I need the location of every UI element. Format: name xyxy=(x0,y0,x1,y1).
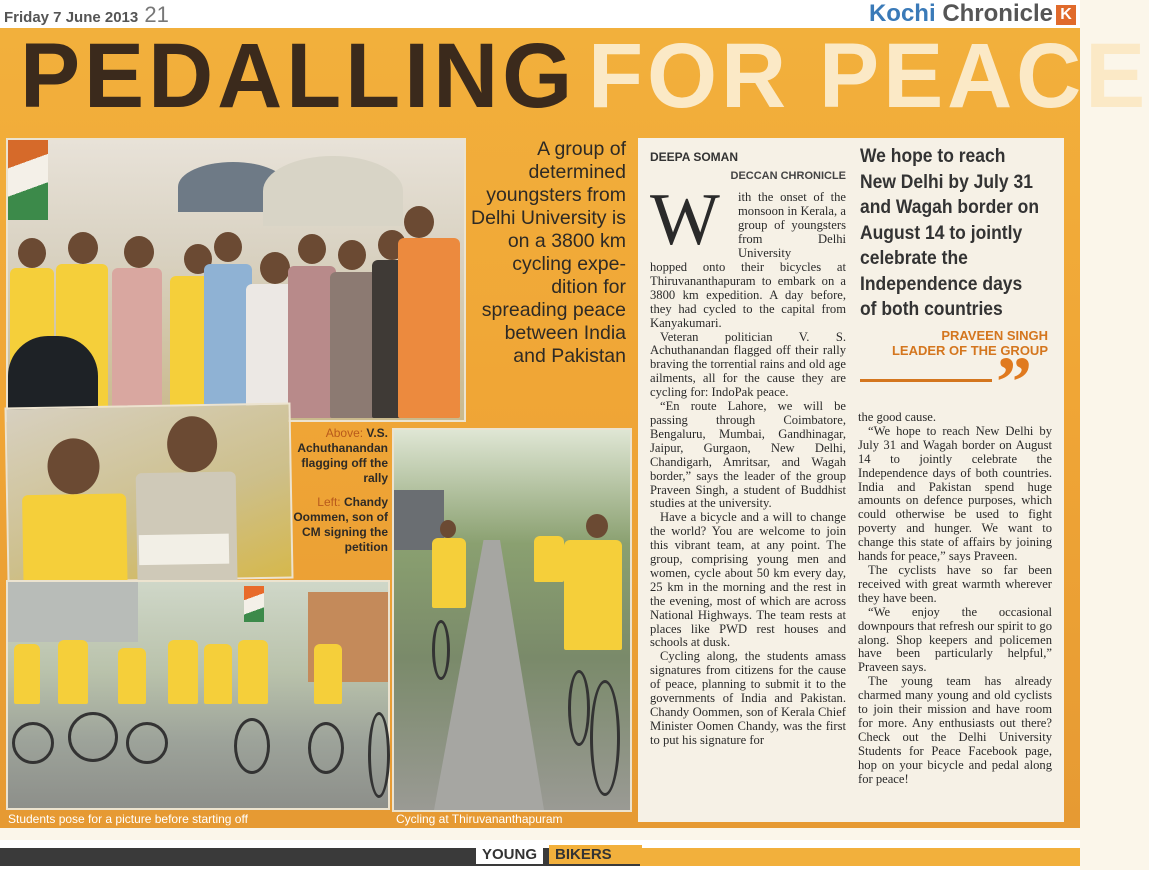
person-head xyxy=(586,514,608,538)
person-figure xyxy=(238,640,268,704)
bicycle-wheel xyxy=(432,620,450,680)
person-head xyxy=(298,234,326,264)
drop-cap: W xyxy=(650,179,720,261)
bicycle-wheel xyxy=(590,680,620,796)
person-head xyxy=(167,416,218,473)
person-figure xyxy=(288,266,336,418)
person-figure xyxy=(58,640,88,704)
article-paragraph: the good cause. xyxy=(858,410,936,424)
person-figure xyxy=(534,536,564,582)
caption-above-label: Above: xyxy=(325,426,364,440)
intro-standfirst: A group of determined youngsters from Delhi University is on a 3800 km cycling expe-dition for spreading peace between India and Pakistan xyxy=(471,138,626,367)
person-figure xyxy=(432,538,466,608)
quote-mark-icon: ” xyxy=(996,342,1032,422)
person-head xyxy=(440,520,456,538)
article-paragraph: “We enjoy the occasional downpours that refresh our spirit to go along. Shop keepers and policemen have been particularly helpful,” Praveen says. xyxy=(858,604,1052,675)
section-word-bikers: BIKERS xyxy=(549,845,642,864)
person-head xyxy=(68,232,98,264)
person-head xyxy=(124,236,154,268)
headline xyxy=(20,25,1149,127)
article-paragraph: Veteran politician V. S. Achuthanandan flagged off their rally braving the torrential rains and old age ailments, all for the cause they are cycling for: IndoPak peace. xyxy=(650,329,846,400)
article-paragraph: “En route Lahore, we will be passing through Coimbatore, Bengaluru, Mumbai, Gandhinagar, Jaipur, Gurgaon, New Delhi, Chandigarh, Amritsar, and Wagah border,” says the leader of the group Praveen Singh, a student of Buddhist studies at the university. xyxy=(650,399,846,511)
person-head xyxy=(404,206,434,238)
caption-group-photo: Students pose for a picture before starting off xyxy=(8,812,248,826)
article-lead-top-text: ith the onset of the monsoon in Kerala, a group of youngsters from Delhi University xyxy=(738,190,846,260)
umbrella-shape xyxy=(263,156,403,226)
person-figure xyxy=(22,493,128,585)
person-figure xyxy=(204,264,252,418)
caption-above xyxy=(292,426,388,486)
person-figure xyxy=(204,644,232,704)
headline-part-2: FOR PEACE xyxy=(587,25,1149,127)
byline: DEEPA SOMAN xyxy=(650,150,739,164)
flag-shape xyxy=(8,140,48,220)
caption-cycling-photo: Cycling at Thiruvananthapuram xyxy=(396,812,563,826)
page-number: 21 xyxy=(144,2,169,27)
article-paragraph: “We hope to reach New Delhi by July 31 and Wagah border on August 14 to jointly celebrate the Independence days of both countries. India and Pakistan spend huge amounts on defence purposes, which could otherwise be used to fight poverty and hunger. We want to change this state of affairs by joining hands for peace,” says Praveen. xyxy=(858,423,1052,564)
bicycle-wheel xyxy=(308,722,344,774)
photo-flag-off-rally xyxy=(6,138,466,422)
section-strip-orange xyxy=(640,848,1080,866)
article-paragraph: The young team has already charmed many young and old cyclists to join their mission and have room for more. Any enthusiasts out there? Check out the Delhi University Students for Peace Facebook page, hop on your bicycle and pedal along for peace! xyxy=(858,674,1052,786)
logo-mark: K xyxy=(1056,5,1076,25)
photo-cycling-road xyxy=(392,428,632,812)
person-head xyxy=(18,238,46,268)
bicycle-wheel xyxy=(126,722,168,764)
caption-left-text: Chandy Oommen, son of CM signing the petition xyxy=(293,495,388,554)
article-paragraph: Cycling along, the students amass signatures from citizens for the cause of peace, planning to submit it to the governments of India and Pakistan. Chandy Oommen, son of Kerala Chief Minister Oomen Chandy, was the first to put his signature for xyxy=(650,649,846,747)
caption-left-label: Left: xyxy=(317,495,341,509)
agency-credit: DECCAN CHRONICLE xyxy=(730,170,846,182)
person-figure xyxy=(398,238,460,418)
petition-paper xyxy=(139,534,230,566)
newspaper-logo xyxy=(869,0,1076,28)
headline-part-1: PEDALLING xyxy=(20,25,577,127)
section-strip-label xyxy=(476,846,642,863)
person-figure xyxy=(564,540,622,650)
attribution-name: PRAVEEN SINGH xyxy=(941,328,1048,343)
attribution-role: LEADER OF THE GROUP xyxy=(891,343,1048,358)
person-figure xyxy=(314,644,342,704)
bicycle-wheel xyxy=(12,722,54,764)
article-column-1 xyxy=(650,261,846,748)
building-shape xyxy=(8,582,138,642)
caption-above-text: V.S. Achuthanandan flagging off the rally xyxy=(297,426,388,485)
photo-students-group xyxy=(6,580,390,810)
article-paragraph: Have a bicycle and a will to change the world? You are welcome to join this vibrant team, at any point. The group, comprising young men and women, cycle about 50 km every day, 25 km in the morning and the rest in the evening, most of which are across National Highways. The team rests at places like PWD rest houses and schools at dusk. xyxy=(650,510,846,650)
quote-rule xyxy=(860,379,992,382)
person-figure xyxy=(112,268,162,418)
flag-shape xyxy=(244,586,264,622)
person-head xyxy=(47,438,100,495)
bicycle-wheel xyxy=(68,712,118,762)
person-figure xyxy=(168,640,198,704)
article-paragraph: The cyclists have so far been received with great warmth wherever they have been. xyxy=(858,562,1052,605)
pull-quote: We hope to reach New Delhi by July 31 and Wagah border on August 14 to jointly celebrate the Independence days of both countries xyxy=(860,146,1040,320)
photo-petition-signing xyxy=(4,403,293,584)
person-figure xyxy=(118,648,146,704)
article-column-2 xyxy=(858,411,1052,786)
article-lead-top xyxy=(738,191,846,261)
caption-left xyxy=(292,495,388,555)
section-word-young: YOUNG xyxy=(476,845,543,864)
bicycle-wheel xyxy=(568,670,590,746)
person-figure xyxy=(136,471,238,583)
person-figure xyxy=(14,644,40,704)
person-head xyxy=(260,252,290,284)
person-figure xyxy=(330,272,378,418)
logo-word-kochi: Kochi xyxy=(868,0,936,27)
person-head xyxy=(338,240,366,270)
article-paragraph: hopped onto their bicycles at Thiruvananthapuram to embark on a 3800 km expedition. A day before, they had cycled to the capital from Kanyakumari. xyxy=(650,260,846,330)
logo-word-chronicle: Chronicle xyxy=(942,0,1053,27)
issue-date: Friday 7 June 2013 xyxy=(4,9,139,26)
bicycle-wheel xyxy=(234,718,270,774)
bicycle-wheel xyxy=(368,712,390,798)
person-head xyxy=(214,232,242,262)
